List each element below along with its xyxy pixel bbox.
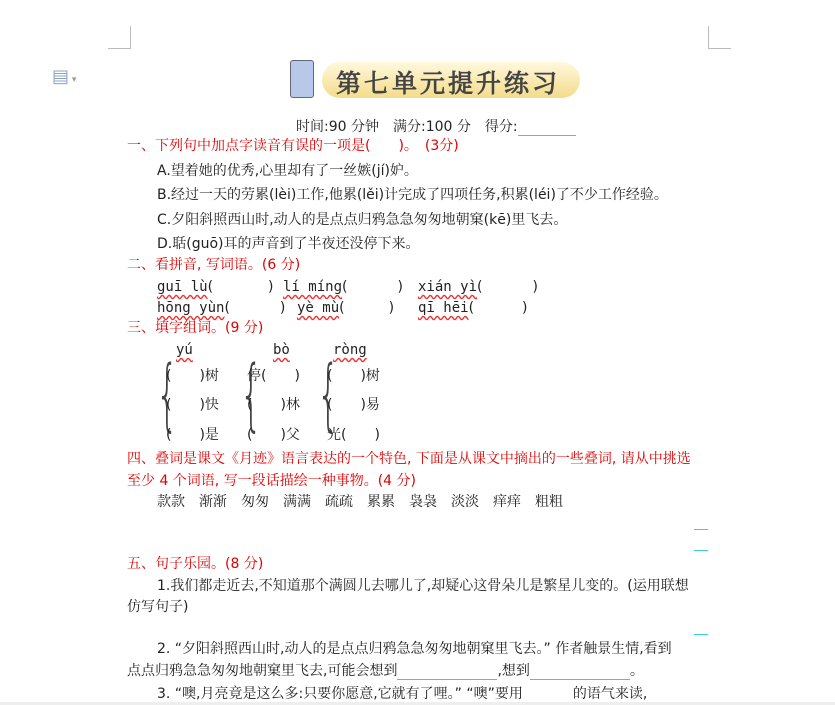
word: 袅袅	[409, 494, 437, 510]
option-c: C.夕阳斜照西山时,动人的是点点归鸦急急匆匆地朝窠(kē)里飞去。	[157, 212, 568, 228]
answer-line[interactable]	[694, 634, 708, 635]
pinyin: qī hēi	[418, 300, 469, 316]
section-5-heading: 五、句子乐园。(8 分)	[127, 556, 264, 572]
document-icon[interactable]: ▤ ▾	[52, 66, 77, 87]
q3-text: 3. “噢,月亮竟是这么多:只要你愿意,它就有了哩。” “噢”要用	[157, 686, 523, 702]
section-3-heading: 三、填字组词。(9 分)	[127, 320, 264, 336]
word: 疏疏	[325, 494, 353, 510]
fill-item: ( )是	[166, 427, 219, 443]
question-2-cont	[127, 662, 644, 680]
pinyin: ròng	[333, 342, 367, 358]
pinyin: lí míng	[283, 279, 343, 295]
fill-item: ( )树	[327, 368, 380, 384]
pinyin: yú	[176, 342, 193, 358]
section-4-heading: 四、叠词是课文《月迹》语言表达的一个特色, 下面是从课文中摘出的一些叠词, 请从中挑选	[127, 451, 691, 467]
answer-line[interactable]	[694, 550, 708, 551]
full-score: 满分:100 分	[392, 119, 471, 135]
option-a: A.望着她的优秀,心里却有了一丝嫉(jí)妒。	[157, 163, 418, 179]
pinyin: yè mù	[297, 300, 340, 316]
q2-text: 点点归鸦急急匆匆地朝窠里飞去,可能会想到	[127, 663, 398, 679]
answer-line[interactable]	[694, 529, 708, 530]
answer-blank[interactable]	[523, 688, 573, 703]
fill-item: ( )树	[166, 368, 219, 384]
score-label: 得分:	[484, 119, 518, 135]
option-d: D.聒(guō)耳的声音到了半夜还没停下来。	[157, 236, 420, 252]
word: 痒痒	[493, 494, 521, 510]
question-2: 2. “夕阳斜照西山时,动人的是点点归鸦急急匆匆地朝窠里飞去。” 作者触景生情,看到	[157, 641, 672, 657]
fill-item: ( )林	[247, 397, 300, 413]
title-mascot-icon	[290, 60, 314, 98]
q3-text: 的语气来读,	[572, 686, 648, 702]
word: 淡淡	[451, 494, 479, 510]
pinyin: guī lù	[157, 279, 208, 295]
word: 匆匆	[241, 494, 269, 510]
pinyin: hōng yùn	[157, 300, 225, 316]
pinyin: xián yì	[418, 279, 478, 295]
fill-item: ( )易	[327, 397, 380, 413]
fill-item: 光( )	[327, 427, 380, 443]
word: 累累	[367, 494, 395, 510]
question-1-cont: 仿写句子)	[127, 599, 189, 615]
question-1: 1.我们都走近去,不知道那个满圆儿去哪儿了,却疑心这骨朵儿是繁星儿变的。(运用联想	[157, 578, 689, 594]
option-b: B.经过一天的劳累(lèi)工作,他累(lěi)计完成了四项任务,积累(léi)了不少工作经验。	[157, 187, 668, 203]
q2-text: ,想到	[497, 663, 530, 679]
pinyin: bò	[273, 342, 290, 358]
exam-meta	[296, 118, 576, 136]
answer-blank[interactable]	[530, 665, 630, 680]
section-1-heading: 一、下列句中加点字读音有误的一项是( )。 (3分)	[127, 138, 459, 154]
word: 款款	[157, 494, 185, 510]
score-input[interactable]	[518, 121, 576, 136]
fill-item: 停( )	[247, 368, 300, 384]
word: 渐渐	[199, 494, 227, 510]
answer-blank[interactable]	[397, 665, 497, 680]
section-2-heading: 二、看拼音, 写词语。(6 分)	[127, 257, 301, 273]
section-4-heading-cont: 至少 4 个词语, 写一段话描绘一种事物。(4 分)	[127, 473, 416, 489]
time-limit: 时间:90 分钟	[296, 119, 379, 135]
brace: {	[240, 350, 263, 440]
word-list	[157, 493, 563, 511]
question-3	[157, 685, 647, 703]
page-title: 第七单元提升练习	[336, 69, 561, 98]
q2-text: 。	[629, 663, 644, 679]
fill-item: ( )父	[247, 427, 300, 443]
margin-mark	[708, 26, 731, 49]
word: 满满	[283, 494, 311, 510]
fill-item: ( )快	[166, 397, 219, 413]
margin-mark	[108, 26, 131, 49]
word: 粗粗	[535, 494, 563, 510]
brace: {	[156, 350, 179, 440]
brace: {	[317, 350, 340, 440]
